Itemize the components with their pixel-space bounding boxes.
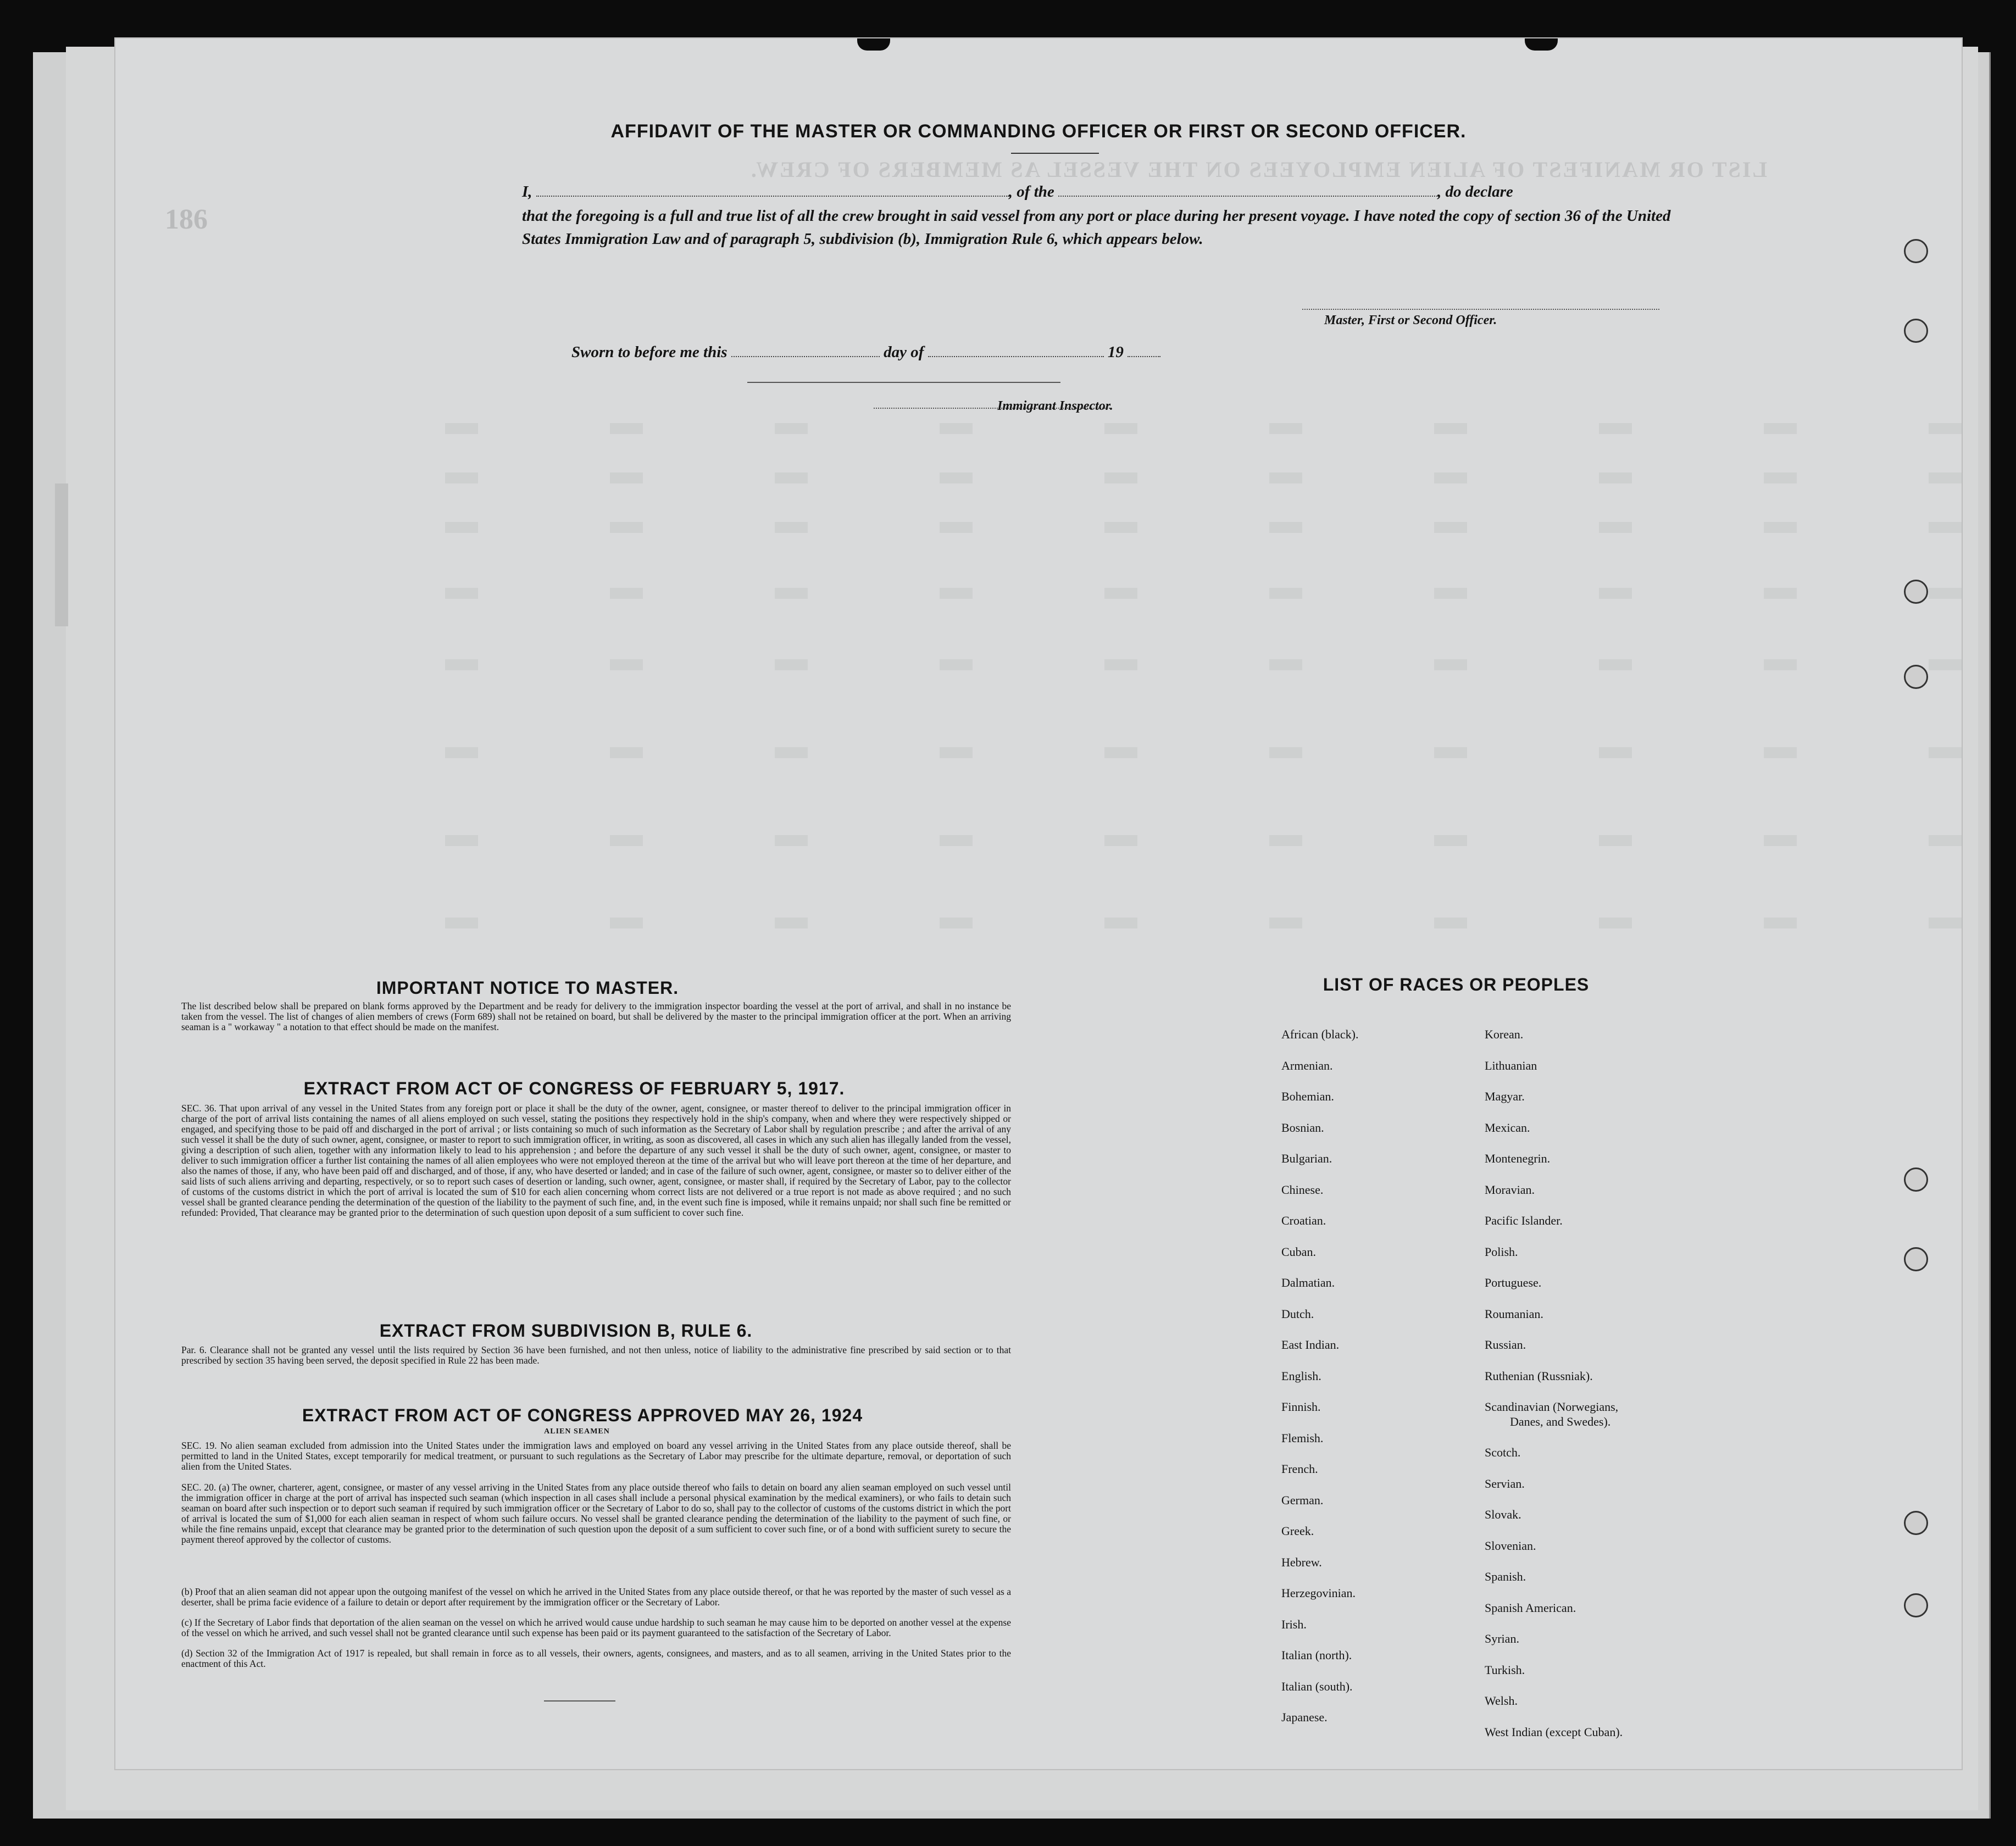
race-item: Irish. <box>1281 1617 1307 1631</box>
race-item: Moravian. <box>1485 1182 1535 1197</box>
extract-1924-sec20c: (c) If the Secretary of Labor finds that deportation of the alien seaman on the vessel on which he arrived would cause undue hardship to such seaman he may cause him to be deported on another vessel at the expense of the vessel on which he arrived, and such vessel shall not be granted clearance until such expense has been paid or its payment guaranteed to the satisfaction of the Secretary of Labor. <box>181 1617 1011 1638</box>
extract-1917-heading: EXTRACT FROM ACT OF CONGRESS OF FEBRUARY 5, 1917. <box>303 1078 845 1098</box>
race-item: Magyar. <box>1485 1089 1525 1103</box>
sworn-prefix: Sworn to before me this <box>571 343 727 361</box>
name-blank[interactable] <box>536 182 1009 197</box>
race-item: Danes, and Swedes). <box>1510 1414 1611 1428</box>
signature-label: Master, First or Second Officer. <box>1324 313 1497 327</box>
ghost-page-number: 186 <box>165 204 208 235</box>
race-item: Dutch. <box>1281 1306 1314 1321</box>
bleed-through-row <box>445 588 1984 599</box>
bleed-through-row <box>445 747 1984 758</box>
bleed-through-row <box>445 835 1984 846</box>
race-item: French. <box>1281 1462 1318 1476</box>
declaration-do-declare: , do declare <box>1437 183 1513 201</box>
race-item: Mexican. <box>1485 1120 1530 1135</box>
sworn-year: 19 <box>1107 343 1124 361</box>
punch-hole <box>1904 1511 1928 1535</box>
punch-hole <box>1904 665 1928 689</box>
punch-hole <box>1904 1247 1928 1271</box>
document-page <box>115 38 1962 1769</box>
extract-1924-sec20b: (b) Proof that an alien seaman did not appear upon the outgoing manifest of the vessel on which he arrived in the United States from any place outside thereof, or that he was reported by the master of such vessel as a deserter, shall be prima facie evidence of a failure to detain or deport after requirement by the immigration officer or the Secretary of Labor. <box>181 1586 1011 1608</box>
race-item: Ruthenian (Russniak). <box>1485 1369 1593 1383</box>
race-item: Scandinavian (Norwegians, <box>1485 1400 1619 1414</box>
extract-1924-sec20d: (d) Section 32 of the Immigration Act of 1917 is repealed, but shall remain in force as to all vessels, their owners, agents, consignees, and masters, and as to all seamen, arriving in the United States prior to the enactment of this Act. <box>181 1648 1011 1669</box>
punch-hole <box>1904 580 1928 604</box>
punch-hole <box>1904 239 1928 263</box>
declaration-i: I, <box>522 183 532 201</box>
race-item: Portuguese. <box>1485 1276 1542 1289</box>
race-item: Servian. <box>1485 1476 1525 1491</box>
race-item: Scotch. <box>1485 1445 1521 1459</box>
race-item: Flemish. <box>1281 1431 1324 1445</box>
sworn-year-blank[interactable] <box>1128 343 1160 357</box>
race-item: Welsh. <box>1485 1694 1518 1708</box>
title-underline <box>1011 153 1099 154</box>
race-item: Spanish American. <box>1485 1600 1576 1615</box>
race-item: Bosnian. <box>1281 1120 1324 1135</box>
declaration-line <box>522 180 1681 203</box>
punch-hole <box>1904 1167 1928 1192</box>
extract-1917-text: SEC. 36. That upon arrival of any vessel in the United States from any foreign port or place it shall be the duty of the owner, agent, consignee, or master thereof to deliver to the principal immigration officer in charge of the port of arrival lists containing the names of all aliens employed on such vessel, stating the positions they respectively hold in the ship's company, when and where they were respectively shipped or engaged, and specifying those to be paid off and discharged in the port of arrival ; or lists containing so much of such information as the Secretary of Labor shall by regulation prescribe ; and after the arrival of any such vessel it shall be the duty of such owner, agent, consignee, or master to report to such immigration officer, in writing, as soon as discovered, all cases in which any such alien has illegally landed from the vessel, giving a description of such alien, together with any information likely to lead to his apprehension ; and before the departure of any such vessel it shall be the duty of such owner, agent, consignee, or master to deliver to such immigration officer a further list containing the names of all alien employees who were not employed thereon at the time of the arrival but who will leave port thereon at the time of her departure, and also the names of those, if any, who have been paid off and discharged, and of those, if any, who have deserted or landed; and in case of the failure of such owner, agent, consignee, or master so to deliver either of the said lists of such aliens arriving and departing, respectively, or so to report such cases of desertion or landing, such owner, agent, consignee, or master shall, if required by the Secretary of Labor, pay to the collector of customs of the customs district in which the port of arrival is located the sum of $10 for each alien concerning whom correct lists are not delivered or a true report is not made as above required ; and no such vessel shall be granted clearance pending the determination of the question of the liability to the payment of such fine, and, in the event such fine is imposed, while it remains unpaid; nor shall such fine be remitted or refunded: Provided, That clearance may be granted prior to the determination of such question upon deposit of a sum sufficient to cover such fine. <box>181 1103 1011 1218</box>
bleed-through-row <box>445 423 1984 434</box>
race-item: African (black). <box>1281 1027 1359 1041</box>
extract-1924-sec19: SEC. 19. No alien seaman excluded from admission into the United States under the immigration laws and employed on board any vessel arriving in the United States from any place outside thereof, shall be permitted to land in the United States, except temporarily for medical treatment, or pursuant to such regulations as the Secretary of Labor may prescribe for the ultimate departure, removal, or deportation of such alien from the United States. <box>181 1440 1011 1472</box>
declaration-body: that the foregoing is a full and true list of all the crew brought in said vessel from any port or place during her present voyage. I have noted the copy of section 36 of the United States Immigration Law and of paragraph 5, subdivision (b), Immigration Rule 6, which appears below. <box>522 207 1671 248</box>
race-item: Dalmatian. <box>1281 1276 1335 1289</box>
race-item: Bohemian. <box>1281 1089 1334 1103</box>
race-item: Bulgarian. <box>1281 1152 1332 1165</box>
punch-hole <box>1904 319 1928 343</box>
bleed-through-row <box>445 522 1984 533</box>
race-item: German. <box>1281 1493 1324 1507</box>
race-item: Korean. <box>1485 1027 1524 1041</box>
punch-hole <box>1904 1593 1928 1617</box>
extract-1924-subheading: ALIEN SEAMEN <box>544 1427 610 1436</box>
race-item: Herzegovinian. <box>1281 1586 1356 1600</box>
extract-1924-heading: EXTRACT FROM ACT OF CONGRESS APPROVED MAY 26, 1924 <box>302 1405 863 1425</box>
vessel-blank[interactable] <box>1058 182 1437 197</box>
race-item: Roumanian. <box>1485 1306 1543 1321</box>
notice-text: The list described below shall be prepared on blank forms approved by the Department and be ready for delivery to the immigration inspector boarding the vessel at the port of arrival, and shall in no instance be taken from the vessel. The list of changes of alien members of crews (Form 689) shall not be retained on board, but shall be delivered by the master to the principal immigration officer at the port. When an arriving seaman is a " workaway " a notation to that effect should be made on the manifest. <box>181 1000 1011 1032</box>
race-item: Slovak. <box>1485 1508 1521 1521</box>
race-item: Montenegrin. <box>1485 1152 1551 1165</box>
extract-rule6-heading: EXTRACT FROM SUBDIVISION B, RULE 6. <box>379 1321 753 1341</box>
race-item: Finnish. <box>1281 1400 1321 1414</box>
inspector-rule <box>747 382 1060 383</box>
notice-heading: IMPORTANT NOTICE TO MASTER. <box>376 978 679 998</box>
sworn-month-blank[interactable] <box>928 343 1104 357</box>
race-item: West Indian (except Cuban). <box>1485 1725 1623 1739</box>
race-item: Hebrew. <box>1281 1555 1322 1569</box>
signature-rule <box>1302 309 1659 310</box>
race-item: Turkish. <box>1485 1662 1525 1677</box>
sworn-line <box>571 341 1341 364</box>
race-item: Cuban. <box>1281 1244 1316 1259</box>
race-item: Chinese. <box>1281 1182 1324 1197</box>
declaration-of-the: , of the <box>1008 183 1054 201</box>
race-item: English. <box>1281 1369 1321 1383</box>
race-item: Russian. <box>1485 1338 1526 1352</box>
bleed-through-row <box>445 918 1984 928</box>
inspector-label: Immigrant Inspector. <box>997 399 1113 413</box>
race-item: Greek. <box>1281 1524 1314 1538</box>
race-item: Spanish. <box>1485 1570 1526 1583</box>
binder-tab <box>55 483 68 626</box>
race-item: Croatian. <box>1281 1214 1326 1227</box>
race-item: Polish. <box>1485 1244 1518 1259</box>
race-item: Syrian. <box>1485 1632 1519 1645</box>
race-item: Italian (north). <box>1281 1648 1352 1662</box>
bleed-through-row <box>445 472 1984 483</box>
race-item: Armenian. <box>1281 1058 1333 1072</box>
binder-clip <box>857 38 890 51</box>
bottom-rule <box>544 1700 615 1702</box>
affidavit-title: AFFIDAVIT OF THE MASTER OR COMMANDING OFFICER OR FIRST OR SECOND OFFICER. <box>610 121 1467 142</box>
sworn-day-of: day of <box>884 343 924 361</box>
extract-1924-sec20a: SEC. 20. (a) The owner, charterer, agent, consignee, or master of any vessel arriving in the United States from any place outside thereof who fails to detain on board any alien seaman employed on such vessel until the immigration officer in charge at the port of arrival has inspected such seaman (which inspection in all cases shall include a personal physical examination by the medical examiners), or who fails to detain such seaman on board after such inspection or to deport such seaman if required by such immigration officer or the Secretary of Labor to do so, shall pay to the collector of customs of the customs district in which the port of arrival is located the sum of $1,000 for each alien seaman in respect of whom such failure occurs. No vessel shall be granted clearance pending the determination of the liability to the payment of such fine, or while the fine remains unpaid, except that clearance may be granted prior to the determination of such question upon the deposit of a sum sufficient to cover such fine, or of a bond with sufficient surety to secure the payment thereof approved by the collector of customs. <box>181 1482 1011 1545</box>
sworn-day-blank[interactable] <box>731 343 880 357</box>
extract-rule6-text: Par. 6. Clearance shall not be granted any vessel until the lists required by Section 36 have been furnished, and not then unless, notice of liability to the administrative fine prescribed by said section or to that prescribed by section 35 having been served, the deposit specified in Rule 22 has been made. <box>181 1344 1011 1366</box>
races-heading: LIST OF RACES OR PEOPLES <box>1323 975 1590 994</box>
race-item: Italian (south). <box>1281 1679 1353 1693</box>
race-item: East Indian. <box>1281 1338 1340 1352</box>
race-item: Pacific Islander. <box>1485 1214 1563 1227</box>
race-item: Lithuanian <box>1485 1058 1537 1072</box>
race-item: Japanese. <box>1281 1710 1328 1724</box>
bleed-through-row <box>445 659 1984 670</box>
bleed-through-title: LIST OR MANIFEST OF ALIEN EMPLOYEES ON THE VESSEL AS MEMBERS OF CREW. <box>749 157 1768 182</box>
race-item: Slovenian. <box>1485 1538 1536 1553</box>
binder-clip <box>1525 38 1558 51</box>
